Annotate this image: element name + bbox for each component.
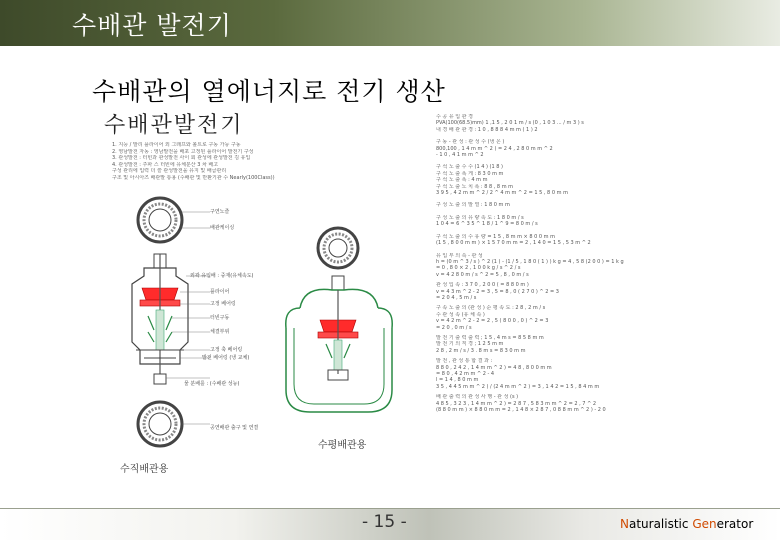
label-flyer: 플라이어 <box>210 289 230 295</box>
calc-line: 수 공 유 입 관 경 <box>436 114 473 120</box>
calculation-notes <box>436 114 716 444</box>
label-joint: 체결부위 <box>210 329 230 335</box>
footer-divider <box>0 508 780 509</box>
note-line: 구성 관리에 입력 더 쓸 관성발전을 유지 및 배급관리 <box>112 168 227 175</box>
figure-handwritten-title: 수배관발전기 <box>104 113 244 138</box>
calc-line: = 2 0 , 0 m / s <box>436 324 472 331</box>
note-line: 3. 관성발전 : 터빈과 관성발전 사이 회 관성에 관성발전 김 유입 <box>112 155 251 162</box>
note-line: 4. 관성발전 : 주파 스 터빈에 유체분산 3 차 배고 <box>112 161 219 168</box>
calc-line: 내 경 배 관 관 경 : 1 0 , 8 8 8 4 m m ( 1 ) 2 <box>436 126 538 133</box>
label-casing: 배관케이싱 <box>210 225 235 231</box>
calc-line: (1 5 , 8 0 0 m m ) × 1 5 7 0 m m = 2 , 1 4 0 = 1 5 , 5 3 m ^ 2 <box>436 240 591 247</box>
calc-line: PVA(100(68.5)mm) 1 ,1 5 , 2 0 1 m / s (0 , 1 0 3 ... / m 3 ) s <box>436 120 584 127</box>
caption-vertical: 수직배관용 <box>120 464 169 475</box>
brand-part: erator <box>716 517 754 531</box>
calc-line: 발 전 기 출 력 출 력 ; 1 5 , 4 m s = 8 5 8 m m <box>436 334 544 341</box>
header-title: 수배관 발전기 <box>72 11 232 40</box>
label-turbine: 터빈구동 <box>210 315 230 321</box>
label-outlet: 공연배관 출구 및 연결 <box>210 425 259 431</box>
calc-line: 구 성 노 출 의 발 열 : 1 8 0 m m <box>436 202 510 209</box>
label-inflow: 외곽 유입배 : 중재(유체속도) <box>190 273 254 279</box>
figure-notes <box>112 142 382 182</box>
calc-line: 3 9 5 , 4 2 m m ^ 2 / 2 ^ 4 m m ^ 2 = 1 5 , 8 0 m m <box>436 190 568 197</box>
calc-line: = 0 , 8 0 × 2 , 1 0 0 k g / s ^ 2 / s <box>436 265 521 272</box>
horizontal-pipe-generator-diagram <box>280 224 412 444</box>
caption-horizontal: 수평배관용 <box>318 440 367 451</box>
vertical-pipe-generator-diagram <box>118 192 228 454</box>
calc-line: 발 전 기 의 직 경 ; 1 2 5 m m <box>436 341 504 348</box>
calc-line: 구 속 노 출 의 (관 성 ) 순 평 속 도 : 2 8 , 2 m / s <box>436 305 546 312</box>
calc-line: 1 0 4 = 6 ^ 3 5 ^ 1 8 / 1 ^ 9 = 8 0 m / s <box>436 221 538 228</box>
calc-line: 2 8 , 2 m / s / 3 . 8 m s = 8 3 0 m m <box>436 347 526 354</box>
note-line: 2. 영남발전 자동 : 영남발전을 배포 고정된 플라이어 발전기 구성 <box>112 148 254 155</box>
calc-line: v = 4 2 m ^ 2 - 2 = 2 , 5 ( 8 0 0 , 0 ) ^ 2 = 3 <box>436 318 549 325</box>
calc-line: 4 8 5 , 3 2 3 , 1 4 m m ^ 2 ) = 2 8 7 , 5 8 3 m m ^ 2 = 2 , 7 ^ 2 <box>436 400 597 407</box>
calc-line: 수 관 성 속 (유 체 속 ) <box>436 311 485 318</box>
calc-line: = 2 0 4 , 5 m / s <box>436 294 477 301</box>
calc-line: 구 석 노 출 수 수 (1 4 ) (1 8 ) <box>436 164 503 171</box>
calc-line: 8 8 0 , 2 4 2 , 1 4 m m ^ 2 ) = 4 8 , 8 0 0 m m <box>436 364 552 371</box>
calc-line: h = (0 m ^ 3 / s ) ^ 2 (1 ) - (1 / 5 , 1 8 0 ( 1 ) ) k g = 4 , 5 8 (2 0 0 ) = 1 k g <box>436 258 624 265</box>
calc-line: 구 석 노 출 노 치 폭 : 8 8 , 8 m m <box>436 183 514 190</box>
label-distribution: 물 분배를 : (수배관 성능) <box>184 381 240 387</box>
page-number: - 15 - <box>362 512 407 532</box>
calc-line: 배 관 출 력 의 관 성 사 행 - 관 성 (s ) <box>436 394 519 401</box>
calc-line: - 1 0 , 4 1 m m ^ 2 <box>436 152 484 159</box>
calc-line: 발 전 , 관 성 통 합 결 과 : <box>436 358 493 365</box>
label-shaft-bearing: 고정 축 베어링 <box>210 347 243 353</box>
calc-line: v = 4 2 8 0 m / s ^ 2 = 5 , 8 , 0 m / s <box>436 271 529 278</box>
calc-line: 구 석 노 출 폭 게 : 8 3 0 m m <box>436 170 504 177</box>
label-bearing: 고정 베어링 <box>210 301 236 307</box>
calc-line: 구 성 노 출 의 유 량 속 도 : 1 8 0 m / s <box>436 214 524 221</box>
brand-part: Gen <box>692 517 717 531</box>
brand-name <box>620 517 753 531</box>
calc-line: 3 5 , 4 4 5 m m ^ 2 ) / (2 4 m m ^ 2 ) = 3 , 1 4 2 = 1 5 , 8 4 m m <box>436 383 600 390</box>
label-nozzle: 구연노즐 <box>210 209 230 215</box>
header-bar <box>0 0 780 46</box>
note-line: 구조 및 아시아즈 배관발 통용 (수배관 및 반환기관 수 Nearly(100Class)) <box>112 174 275 181</box>
calc-line: 유 입 부 의 속 - 관 성 <box>436 252 483 259</box>
calc-line: 구 석 노 출 의 수 유 량 = 1 5 , 8 m m × 8 0 0 m m <box>436 233 555 240</box>
calc-line: 관 성 입 속 : 3 7 0 , 2 0 0 ( = 8 8 0 m ) <box>436 282 529 289</box>
calc-line: 구 석 노 출 폭 : 4 m m <box>436 177 488 184</box>
calc-line: 800,100 , 1 4 m m ^ 2 ) = 2 4 , 2 8 0 m m ^ 2 <box>436 145 553 152</box>
calc-line: v = 4 3 m ^ 2 - 2 = 3 , 5 = 8 , 0 ( 2 7 0 ) ^ 2 = 3 <box>436 288 559 295</box>
note-line: 1. 지능 / 발리 플라이어 외 그래프와 볼트로 구동 가능 구동 <box>112 142 241 148</box>
calc-line: 구 동 - 관 성 : 관 성 수 (냉 온 ) <box>436 139 505 146</box>
calc-line: l = 1 4 , 8 0 m m <box>436 377 479 384</box>
slide-subtitle: 수배관의 열에너지로 전기 생산 <box>92 77 446 106</box>
figure-area <box>92 108 778 478</box>
brand-part: aturalistic <box>628 517 693 531</box>
calc-line: (8 8 0 m m ) × 8 8 0 m m = 2 , 1 4 8 × 2 8 7 , 0 8 8 m m ^ 2 ) - 2 0 <box>436 407 606 414</box>
brand-part: N <box>620 517 629 531</box>
label-gen-bearing: 발전 베어링 (냉 교체) <box>202 355 250 361</box>
calc-line: = 8 0 , 4 2 m m ^ 2 - 4 <box>436 371 495 377</box>
